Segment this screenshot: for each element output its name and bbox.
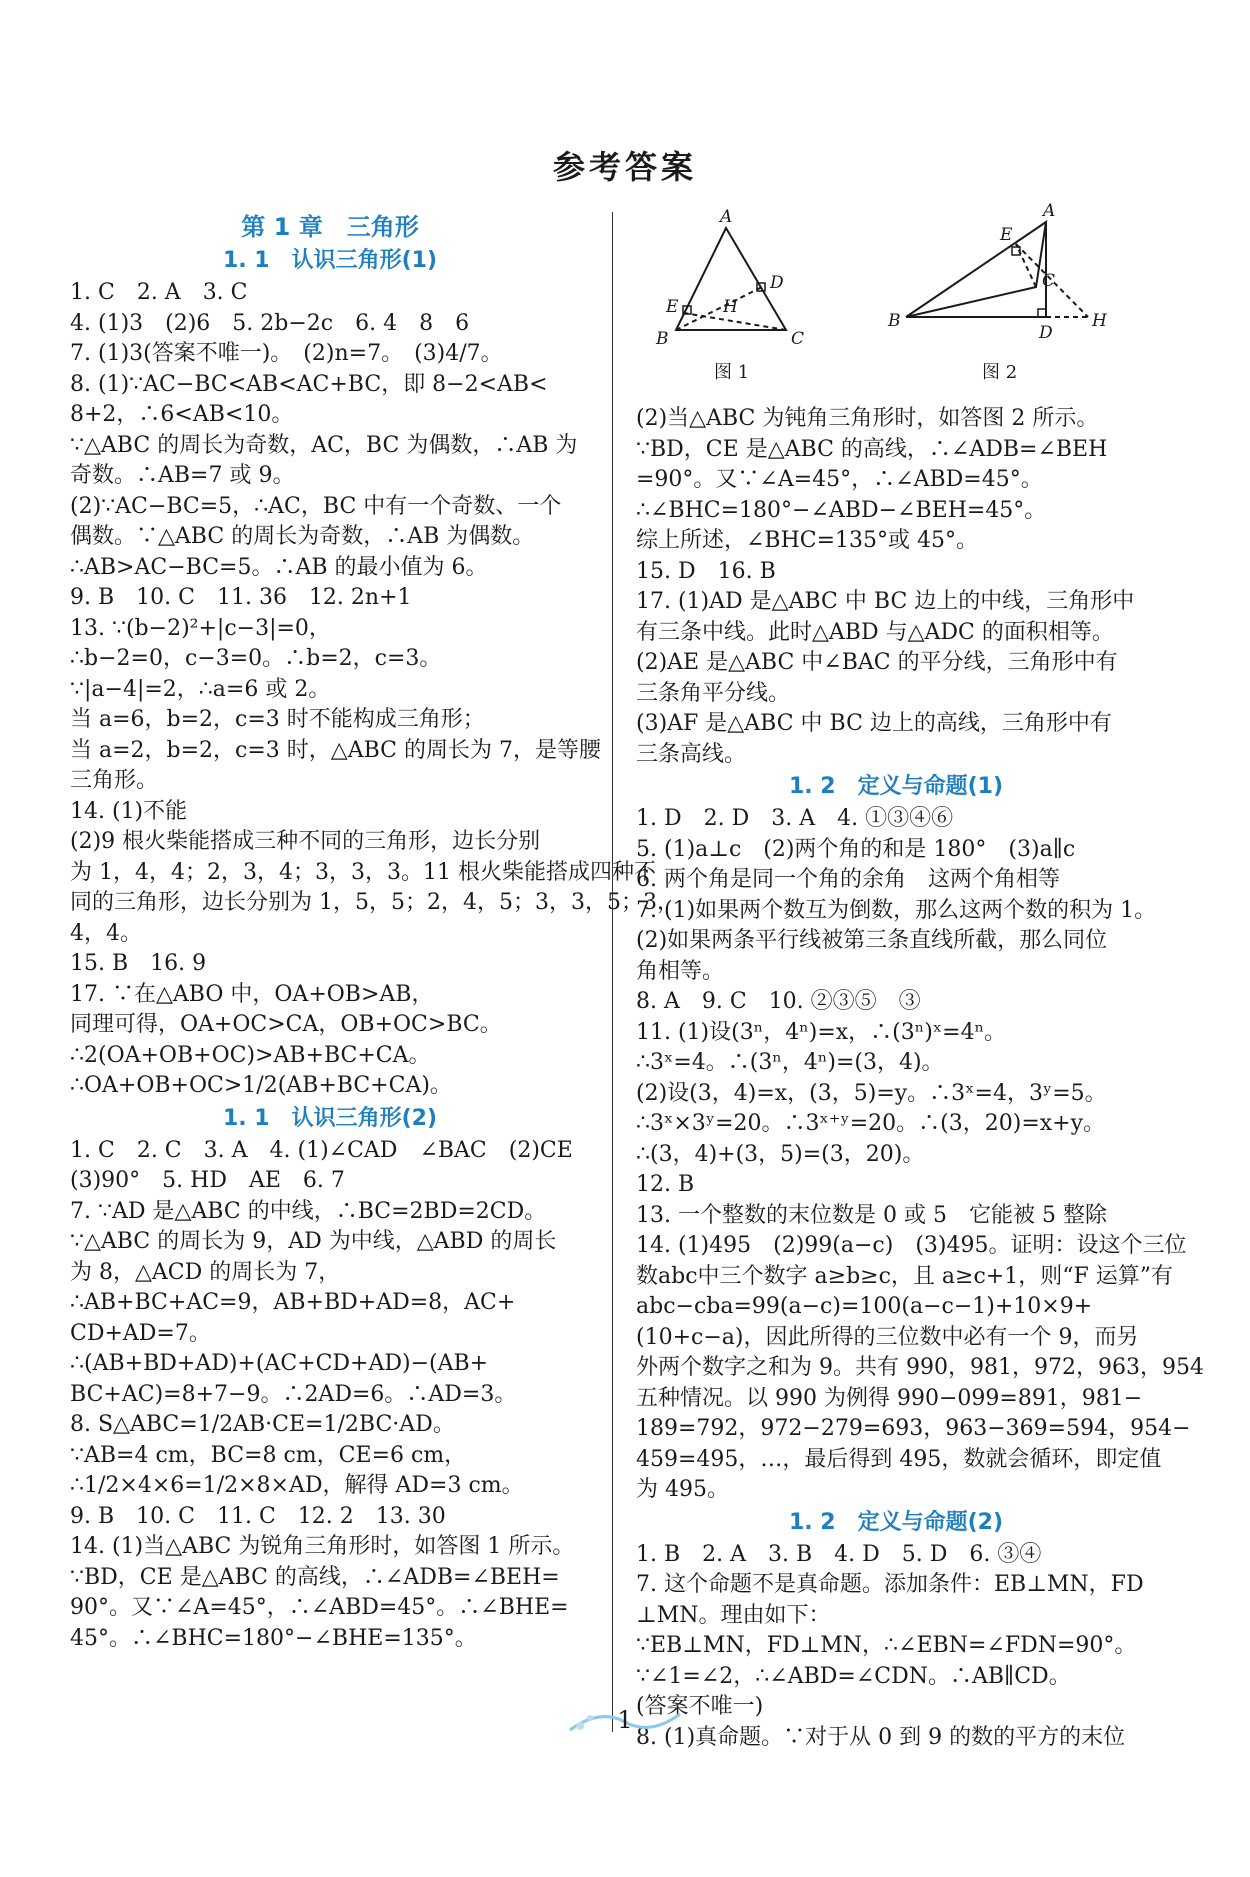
answer-line: ∴3ˣ=4。∴(3ⁿ，4ⁿ)=(3，4)。 <box>636 1050 944 1075</box>
answer-line: ∵EB⊥MN，FD⊥MN，∴∠EBN=∠FDN=90°。 <box>636 1633 1137 1658</box>
fig1-label-c: C <box>791 329 805 349</box>
answer-line: 7. (1)3(答案不唯一)。 (2)n=7。 (3)4/7。 <box>70 341 503 366</box>
answer-line: 1. D 2. D 3. A 4. ①③④⑥ <box>636 806 954 831</box>
answer-line: 当 a=6，b=2，c=3 时不能构成三角形； <box>70 707 485 732</box>
answer-line: 1. C 2. C 3. A 4. (1)∠CAD ∠BAC (2)CE <box>70 1137 573 1163</box>
answer-line: =90°。又∵∠A=45°，∴∠ABD=45°。 <box>636 467 1043 492</box>
figure-2-obtuse-triangle <box>906 222 1088 317</box>
answer-line: 6. 两个角是同一个角的余角 这两个角相等 <box>636 867 1060 892</box>
fig2-label-h: H <box>1092 311 1107 331</box>
triangle-figures <box>636 200 1156 404</box>
answer-line: 14. (1)当△ABC 为锐角三角形时，如答图 1 所示。 <box>70 1534 575 1559</box>
answer-line: (2)AE 是△ABC 中∠BAC 的平分线，三角形中有 <box>636 650 1118 675</box>
answer-line: 为 1，4，4；2，3，4；3，3，3。11 根火柴能搭成四种不 <box>70 859 656 885</box>
fig1-label-h: H <box>723 297 738 317</box>
fig2-label-c: C <box>1042 271 1056 291</box>
answer-line: 14. (1)495 (2)99(a−c) (3)495。证明：设这个三位 <box>636 1233 1187 1258</box>
answer-line: ∴∠BHC=180°−∠ABD−∠BEH=45°。 <box>636 497 1047 523</box>
answer-line: 奇数。∴AB=7 或 9。 <box>70 463 295 488</box>
answer-line: (2)设(3，4)=x，(3，5)=y。∴3ˣ=4，3ʸ=5。 <box>636 1080 1107 1106</box>
answer-line: 角相等。 <box>636 958 725 984</box>
answer-line: 综上所述，∠BHC=135°或 45°。 <box>636 528 979 553</box>
fig2-label-e: E <box>1000 225 1013 245</box>
answer-line: 45°。∴∠BHC=180°−∠BHE=135°。 <box>70 1625 477 1651</box>
answer-line: 五种情况。以 990 为例得 990−099=891，981− <box>636 1385 1143 1411</box>
answer-line: 8+2，∴6<AB<10。 <box>70 402 294 427</box>
answer-line: ⊥MN。理由如下： <box>636 1602 831 1628</box>
answer-line: 7. 这个命题不是真命题。添加条件：EB⊥MN，FD <box>636 1572 1144 1597</box>
right-column <box>636 200 1204 1753</box>
answer-line: 17. ∵在△ABO 中，OA+OB>AB， <box>70 981 434 1007</box>
answer-line: 为 495。 <box>636 1477 729 1502</box>
answer-line: 8. A 9. C 10. ②③⑤ ③ <box>636 989 921 1014</box>
answer-line: 4. (1)3 (2)6 5. 2b−2c 6. 4 8 6 <box>70 310 470 336</box>
answer-line: ∵BD，CE 是△ABC 的高线，∴∠ADB=∠BEH <box>636 436 1108 462</box>
answer-line: 偶数。∵△ABC 的周长为奇数，∴AB 为偶数。 <box>70 524 535 549</box>
answer-line: (10+c−a)，因此所得的三位数中必有一个 9，而另 <box>636 1324 1139 1350</box>
answer-line: 三条高线。 <box>636 741 747 767</box>
answer-line: 459=495，…，最后得到 495，数就会循环，即定值 <box>636 1446 1162 1472</box>
left-column <box>70 210 679 1654</box>
answer-line: ∵BD，CE 是△ABC 的高线，∴∠ADB=∠BEH= <box>70 1564 560 1590</box>
answer-line: ∵|a−4|=2，∴a=6 或 2。 <box>70 676 331 702</box>
figure-1-caption: 图 1 <box>714 362 750 383</box>
answer-line: (2)如果两条平行线被第三条直线所截，那么同位 <box>636 928 1108 953</box>
figure-2-labels <box>887 201 1108 343</box>
answer-line: 当 a=2，b=2，c=3 时，△ABC 的周长为 7，是等腰 <box>70 737 601 763</box>
section-heading: 1. 1 认识三角形(2) <box>222 1105 438 1131</box>
answer-line: 同的三角形，边长分别为 1，5，5；2，4，5；3，3，5；3， <box>70 890 679 915</box>
answer-line: 189=792，972−279=693，963−369=594，954− <box>636 1416 1191 1441</box>
answer-line: 12. B <box>636 1172 695 1197</box>
answer-line: 9. B 10. C 11. 36 12. 2n+1 <box>70 585 412 610</box>
figure-2-caption: 图 2 <box>982 362 1018 383</box>
fig2-label-d: D <box>1039 323 1053 343</box>
answer-line: 外两个数字之和为 9。共有 990，981，972，963，954 <box>636 1355 1204 1380</box>
fig1-label-e: E <box>666 297 679 317</box>
answer-line: 同理可得，OA+OC>CA，OB+OC>BC。 <box>70 1012 502 1037</box>
answer-line: (2)∵AC−BC=5，∴AC，BC 中有一个奇数、一个 <box>70 493 562 519</box>
section-heading: 1. 2 定义与命题(2) <box>788 1509 1004 1535</box>
answer-line: ∴AB+BC+AC=9，AB+BD+AD=8，AC+ <box>70 1290 516 1315</box>
answer-line: 7. (1)如果两个数互为倒数，那么这两个数的积为 1。 <box>636 897 1157 923</box>
answer-line: abc−cba=99(a−c)=100(a−c−1)+10×9+ <box>636 1294 1093 1319</box>
answer-line: (3)AF 是△ABC 中 BC 边上的高线，三角形中有 <box>636 711 1112 736</box>
answer-line: 13. ∵(b−2)²+|c−3|=0， <box>70 615 331 641</box>
page-number: 1 <box>617 1706 633 1734</box>
answer-line: ∴(AB+BD+AD)+(AC+CD+AD)−(AB+ <box>70 1351 489 1376</box>
section-heading: 1. 1 认识三角形(1) <box>222 248 438 273</box>
left-answer-list <box>70 244 679 1654</box>
fig1-label-a: A <box>720 207 733 227</box>
answer-line: BC+AC)=8+7−9。∴2AD=6。∴AD=3。 <box>70 1381 517 1407</box>
answer-line: 15. D 16. B <box>636 558 776 584</box>
answer-line: ∴(3，4)+(3，5)=(3，20)。 <box>636 1141 925 1167</box>
fig1-label-d: D <box>770 273 784 293</box>
answer-line: 90°。又∵∠A=45°，∴∠ABD=45°。∴∠BHE= <box>70 1595 569 1620</box>
answer-line: ∴2(OA+OB+OC)>AB+BC+CA。 <box>70 1042 431 1068</box>
section-heading: 1. 2 定义与命题(1) <box>788 774 1004 799</box>
answer-line: 三角形。 <box>70 768 159 793</box>
fig2-label-a: A <box>1043 201 1056 221</box>
answer-line: 4，4。 <box>70 920 142 946</box>
answer-line: ∴3ˣ×3ʸ=20。∴3ˣ⁺ʸ=20。∴(3，20)=x+y。 <box>636 1111 1106 1136</box>
answer-line: ∵△ABC 的周长为奇数，AC，BC 为偶数，∴AB 为 <box>70 432 578 458</box>
right-answer-list <box>636 404 1204 1753</box>
answer-line: 8. (1)∵AC−BC<AB<AC+BC，即 8−2<AB< <box>70 371 548 397</box>
answer-line: 14. (1)不能 <box>70 798 188 824</box>
answer-line: ∴b−2=0，c−3=0。∴b=2，c=3。 <box>70 646 442 671</box>
answer-line: CD+AD=7。 <box>70 1320 211 1346</box>
answer-line: 8. S△ABC=1/2AB·CE=1/2BC·AD。 <box>70 1412 455 1437</box>
answer-line: ∴1/2×4×6=1/2×8×AD，解得 AD=3 cm。 <box>70 1473 524 1498</box>
fig2-label-b: B <box>888 311 901 331</box>
answer-line: 17. (1)AD 是△ABC 中 BC 边上的中线，三角形中 <box>636 589 1135 614</box>
fig1-label-b: B <box>656 329 669 349</box>
answer-line: (2)当△ABC 为钝角三角形时，如答图 2 所示。 <box>636 406 1099 431</box>
answer-line: 数abc中三个数字 a≥b≥c，且 a≥c+1，则“F 运算”有 <box>636 1263 1173 1289</box>
answer-line: (3)90° 5. HD AE 6. 7 <box>70 1168 345 1193</box>
answer-line: ∵AB=4 cm，BC=8 cm，CE=6 cm， <box>70 1442 467 1468</box>
chapter-heading: 第 1 章 三角形 <box>241 213 419 241</box>
answer-line: ∴OA+OB+OC>1/2(AB+BC+CA)。 <box>70 1073 452 1098</box>
answer-figures <box>636 200 1156 404</box>
answer-line: 7. ∵AD 是△ABC 的中线，∴BC=2BD=2CD。 <box>70 1198 547 1224</box>
column-divider <box>612 212 613 1732</box>
answer-line: (2)9 根火柴能搭成三种不同的三角形，边长分别 <box>70 829 541 854</box>
answer-line: 三条角平分线。 <box>636 680 791 706</box>
answer-line: ∴AB>AC−BC=5。∴AB 的最小值为 6。 <box>70 554 488 580</box>
page-footer <box>560 1700 690 1742</box>
answer-line: 1. C 2. A 3. C <box>70 280 248 305</box>
answer-line: (答案不唯一) <box>636 1694 764 1719</box>
answer-line: 13. 一个整数的末位数是 0 或 5 它能被 5 整除 <box>636 1202 1107 1228</box>
answer-line: 15. B 16. 9 <box>70 951 207 976</box>
answer-line: 有三条中线。此时△ABD 与△ADC 的面积相等。 <box>636 619 1114 645</box>
answer-line: 5. (1)a⊥c (2)两个角的和是 180° (3)a∥c <box>636 836 1076 862</box>
answer-line: 为 8，△ACD 的周长为 7， <box>70 1259 341 1285</box>
answer-line: 11. (1)设(3ⁿ，4ⁿ)=x，∴(3ⁿ)ˣ=4ⁿ。 <box>636 1019 1007 1045</box>
answer-line: 8. (1)真命题。∵对于从 0 到 9 的数的平方的末位 <box>636 1724 1126 1750</box>
answer-line: 1. B 2. A 3. B 4. D 5. D 6. ③④ <box>636 1541 1042 1567</box>
answer-line: ∵∠1=∠2，∴∠ABD=∠CDN。∴AB∥CD。 <box>636 1663 1071 1689</box>
answer-line: 9. B 10. C 11. C 12. 2 13. 30 <box>70 1503 446 1529</box>
answer-line: ∵△ABC 的周长为 9，AD 为中线，△ABD 的周长 <box>70 1229 557 1254</box>
page-title: 参考答案 <box>552 148 697 186</box>
